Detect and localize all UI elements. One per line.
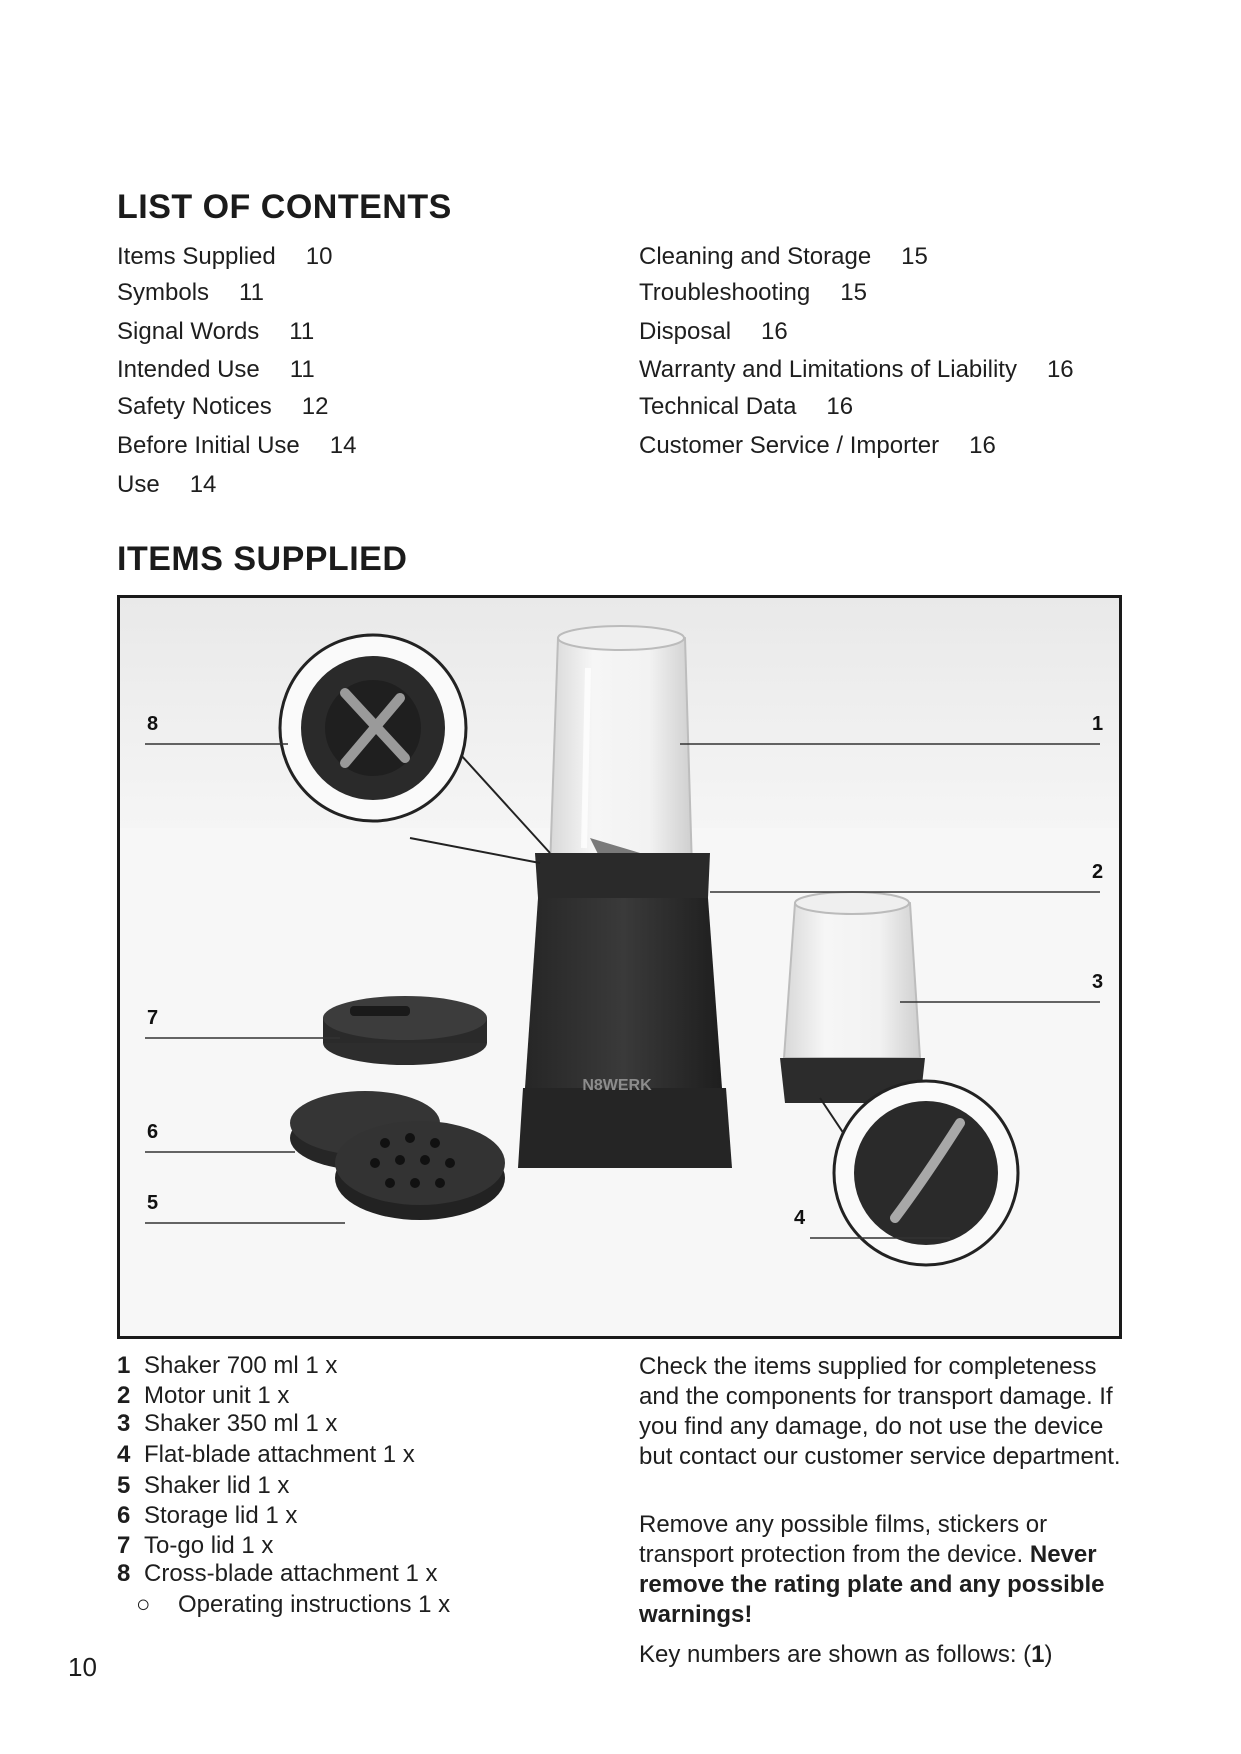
toc-entry-page: 16 xyxy=(969,432,996,459)
completeness-paragraph: Check the items supplied for completeness and the components for transport damage. If you find any damage, do not use the device but contact our customer service department. xyxy=(639,1353,1121,1470)
page-number: 10 xyxy=(68,1652,97,1682)
key-numbers-paragraph: Key numbers are shown as follows: (1) xyxy=(639,1641,1053,1668)
toc-entry-label: Technical Data xyxy=(639,393,797,420)
shaker-350ml-graphic xyxy=(780,892,925,1103)
callout-2: 2 xyxy=(1092,861,1104,883)
list-item: 4 Flat-blade attachment 1 x xyxy=(117,1441,415,1468)
toc-entry-page: 14 xyxy=(189,471,217,498)
toc-entry-page: 10 xyxy=(305,243,333,270)
list-item: 3 Shaker 350 ml 1 x xyxy=(117,1410,338,1437)
shaker-700ml-graphic xyxy=(550,626,692,868)
toc-entry-label: Cleaning and Storage xyxy=(639,243,872,270)
toc-entry-page: 15 xyxy=(840,279,867,306)
list-item: 6 Storage lid 1 x xyxy=(117,1502,298,1529)
toc-entry-page: 12 xyxy=(301,393,329,420)
toc-entry[interactable] xyxy=(117,356,315,384)
toc-entry-label: Signal Words xyxy=(117,318,260,345)
toc-entry[interactable] xyxy=(639,243,928,271)
toc-entry[interactable] xyxy=(639,393,853,421)
toc-entry[interactable] xyxy=(639,356,1074,384)
motor-unit-graphic xyxy=(518,853,732,1168)
toc-entry-page: 15 xyxy=(901,243,928,270)
toc-entry-label: Disposal xyxy=(639,318,732,345)
shaker-lid-graphic xyxy=(335,1121,505,1220)
toc-entry-label: Symbols xyxy=(117,279,210,306)
toc-entry[interactable] xyxy=(639,318,788,346)
toc-entry-label: Items Supplied xyxy=(117,243,276,270)
toc-entry[interactable] xyxy=(117,243,332,271)
toc-heading: LIST OF CONTENTS xyxy=(117,188,452,226)
toc-entry-page: 14 xyxy=(329,432,357,459)
to-go-lid-graphic xyxy=(323,996,487,1065)
toc-entry[interactable] xyxy=(639,279,867,307)
toc-entry[interactable] xyxy=(117,318,314,346)
list-item: 5 Shaker lid 1 x xyxy=(117,1472,290,1499)
toc-entry-label: Intended Use xyxy=(117,356,260,383)
toc-entry-label: Before Initial Use xyxy=(117,432,300,459)
product-figure xyxy=(117,595,1122,1339)
toc-entry-page: 11 xyxy=(239,279,264,306)
callout-6: 6 xyxy=(147,1121,159,1143)
list-item: 1 Shaker 700 ml 1 x xyxy=(117,1352,338,1379)
toc-entry[interactable] xyxy=(117,393,328,421)
toc-entry-label: Safety Notices xyxy=(117,393,272,420)
toc-entry-label: Troubleshooting xyxy=(639,279,811,306)
toc-entry-label: Warranty and Limitations of Liability xyxy=(639,356,1017,383)
toc-entry-page: 11 xyxy=(289,318,315,345)
product-illustration xyxy=(120,598,1119,1336)
list-item: 2 Motor unit 1 x xyxy=(117,1382,290,1409)
removal-paragraph: Remove any possible films, stickers or transport protection from the device. Never remove the rating plate and any possible warnings! xyxy=(639,1511,1105,1628)
callout-5: 5 xyxy=(147,1192,159,1214)
toc-entry[interactable] xyxy=(117,471,216,499)
toc-entry-label: Customer Service / Importer xyxy=(639,432,940,459)
callout-3: 3 xyxy=(1092,971,1104,993)
list-item: 7 To-go lid 1 x xyxy=(117,1532,274,1559)
toc-entry-page: 16 xyxy=(761,318,788,345)
list-item: 8 Cross-blade attachment 1 x xyxy=(117,1560,438,1587)
list-item: ○ Operating instructions 1 x xyxy=(136,1591,451,1618)
toc-entry-page: 16 xyxy=(1046,356,1074,383)
toc-entry[interactable] xyxy=(117,279,264,307)
toc-entry-page: 11 xyxy=(289,356,315,383)
items-supplied-heading: ITEMS SUPPLIED xyxy=(117,540,408,578)
toc-entry[interactable] xyxy=(639,432,996,460)
callout-1: 1 xyxy=(1092,713,1104,735)
callout-7: 7 xyxy=(147,1007,159,1029)
callout-4: 4 xyxy=(794,1207,806,1229)
toc-entry[interactable] xyxy=(117,432,356,460)
brand-label: N8WERK xyxy=(582,1077,652,1094)
callout-8: 8 xyxy=(147,713,159,735)
toc-entry-label: Use xyxy=(117,471,160,498)
toc-entry-page: 16 xyxy=(826,393,854,420)
